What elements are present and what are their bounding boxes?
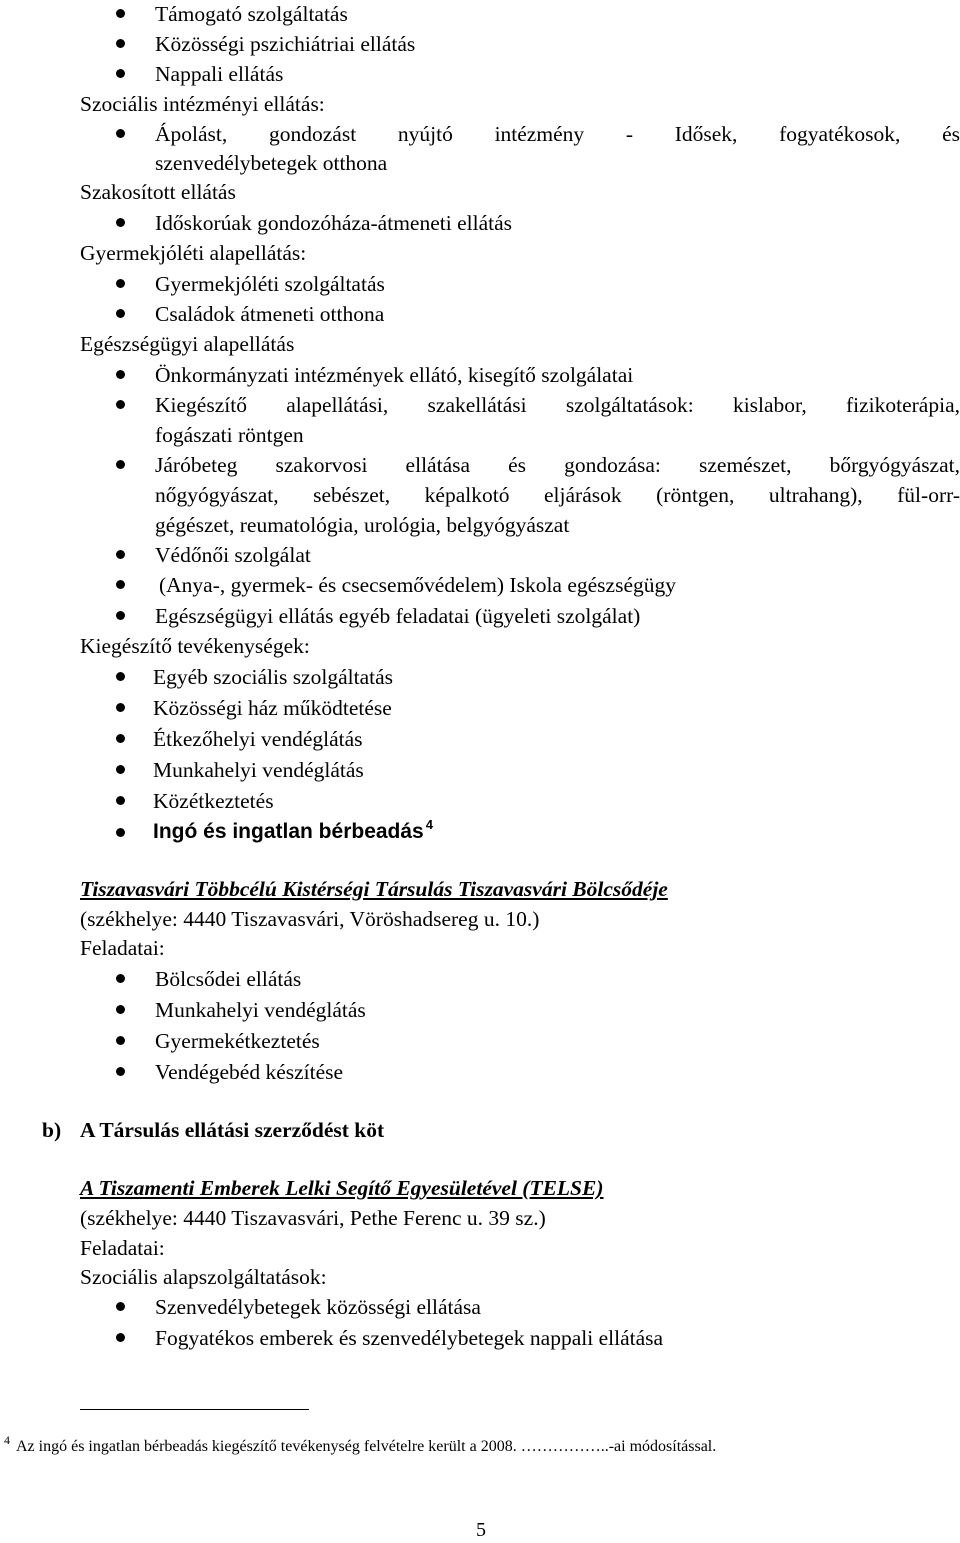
list-item: Egyéb szociális szolgáltatás bbox=[153, 665, 394, 689]
list-item-continuation: szenvedélybetegek otthona bbox=[155, 151, 388, 175]
org-seat: (székhelye: 4440 Tiszavasvári, Vöröshadsereg u. 10.) bbox=[80, 907, 540, 931]
bullet bbox=[116, 370, 125, 379]
bullet bbox=[116, 1005, 125, 1014]
bullet bbox=[116, 218, 125, 227]
list-item-continuation: gégészet, reumatológia, urológia, belgyógyászat bbox=[155, 513, 570, 537]
list-item: Nappali ellátás bbox=[155, 62, 284, 86]
bullet bbox=[116, 309, 125, 318]
list-item: Önkormányzati intézmények ellátó, kisegítő szolgálatai bbox=[155, 363, 634, 387]
section-heading: Szakosított ellátás bbox=[80, 180, 236, 204]
bullet bbox=[116, 765, 125, 774]
bullet bbox=[116, 279, 125, 288]
bullet bbox=[116, 1067, 125, 1076]
footnote-text: Az ingó és ingatlan bérbeadás kiegészítő tevékenység felvételre került a 2008. ……………..-ai módosítással. bbox=[16, 1438, 717, 1455]
list-item-continuation: nőgyógyászat, sebészet, képalkotó eljárások (röntgen, ultrahang), fül-orr- bbox=[155, 483, 960, 507]
bullet bbox=[116, 580, 125, 589]
org-feladatai: Feladatai: bbox=[80, 1236, 165, 1260]
list-item-continuation: fogászati röntgen bbox=[155, 423, 304, 447]
list-item: Gyermekjóléti szolgáltatás bbox=[155, 272, 385, 296]
bullet bbox=[116, 460, 125, 469]
bullet bbox=[116, 796, 125, 805]
bullet bbox=[116, 550, 125, 559]
page-number: 5 bbox=[476, 1519, 486, 1541]
section-heading: Egészségügyi alapellátás bbox=[80, 332, 295, 356]
section-heading: Szociális intézményi ellátás: bbox=[80, 92, 325, 116]
list-item: (Anya-, gyermek- és csecsemővédelem) Iskola egészségügy bbox=[159, 573, 676, 597]
list-item: Ápolást, gondozást nyújtó intézmény - Idősek, fogyatékosok, és bbox=[155, 122, 960, 146]
bullet bbox=[116, 1302, 125, 1311]
list-item: Fogyatékos emberek és szenvedélybetegek nappali ellátása bbox=[155, 1326, 664, 1350]
list-item: Egészségügyi ellátás egyéb feladatai (ügyeleti szolgálat) bbox=[155, 604, 641, 628]
bullet bbox=[116, 974, 125, 983]
bullet bbox=[116, 1333, 125, 1342]
list-item: Közösségi pszichiátriai ellátás bbox=[155, 32, 416, 56]
list-item: Családok átmeneti otthona bbox=[155, 302, 385, 326]
section-heading: Kiegészítő tevékenységek: bbox=[80, 634, 310, 658]
section-b-label: b) bbox=[42, 1118, 62, 1142]
bullet bbox=[116, 828, 125, 837]
list-item: Időskorúak gondozóháza-átmeneti ellátás bbox=[155, 211, 512, 235]
list-item: Közösségi ház működtetése bbox=[153, 696, 392, 720]
list-item: Kiegészítő alapellátási, szakellátási szolgáltatások: kislabor, fizikoterápia, bbox=[155, 393, 960, 417]
bullet bbox=[116, 1036, 125, 1045]
footnote bbox=[4, 1433, 717, 1457]
org-seat: (székhelye: 4440 Tiszavasvári, Pethe Ferenc u. 39 sz.) bbox=[80, 1206, 546, 1230]
list-item: Étkezőhelyi vendéglátás bbox=[153, 727, 363, 751]
org-title: A Tiszamenti Emberek Lelki Segítő Egyesületével (TELSE) bbox=[80, 1176, 604, 1200]
bullet bbox=[116, 400, 125, 409]
bullet bbox=[116, 129, 125, 138]
footnote-separator bbox=[80, 1409, 309, 1410]
list-item: Vendégebéd készítése bbox=[155, 1060, 344, 1084]
list-item-highlight bbox=[153, 818, 433, 848]
footnote-number: 4 bbox=[4, 1433, 10, 1447]
org-title: Tiszavasvári Többcélú Kistérségi Társulás Tiszavasvári Bölcsődéje bbox=[80, 877, 668, 901]
bullet bbox=[116, 703, 125, 712]
org-feladatai: Feladatai: bbox=[80, 936, 165, 960]
bullet bbox=[116, 9, 125, 18]
list-item: Munkahelyi vendéglátás bbox=[153, 758, 364, 782]
bullet bbox=[116, 69, 125, 78]
section-heading: Gyermekjóléti alapellátás: bbox=[80, 241, 307, 265]
list-item: Járóbeteg szakorvosi ellátása és gondozása: szemészet, bőrgyógyászat, bbox=[155, 453, 960, 477]
bullet bbox=[116, 611, 125, 620]
list-item: Védőnői szolgálat bbox=[155, 543, 311, 567]
list-item: Támogató szolgáltatás bbox=[155, 2, 348, 26]
bullet bbox=[116, 734, 125, 743]
section-heading: Szociális alapszolgáltatások: bbox=[80, 1265, 327, 1289]
list-item: Munkahelyi vendéglátás bbox=[155, 998, 366, 1022]
bullet bbox=[116, 39, 125, 48]
footnote-reference: 4 bbox=[425, 817, 433, 832]
section-b-title: A Társulás ellátási szerződést köt bbox=[80, 1118, 385, 1142]
ingo-label: Ingó és ingatlan bérbeadás bbox=[153, 820, 424, 843]
bullet bbox=[116, 672, 125, 681]
list-item: Szenvedélybetegek közösségi ellátása bbox=[155, 1295, 481, 1319]
list-item: Bölcsődei ellátás bbox=[155, 967, 302, 991]
list-item: Gyermekétkeztetés bbox=[155, 1029, 320, 1053]
list-item: Közétkeztetés bbox=[153, 789, 274, 813]
